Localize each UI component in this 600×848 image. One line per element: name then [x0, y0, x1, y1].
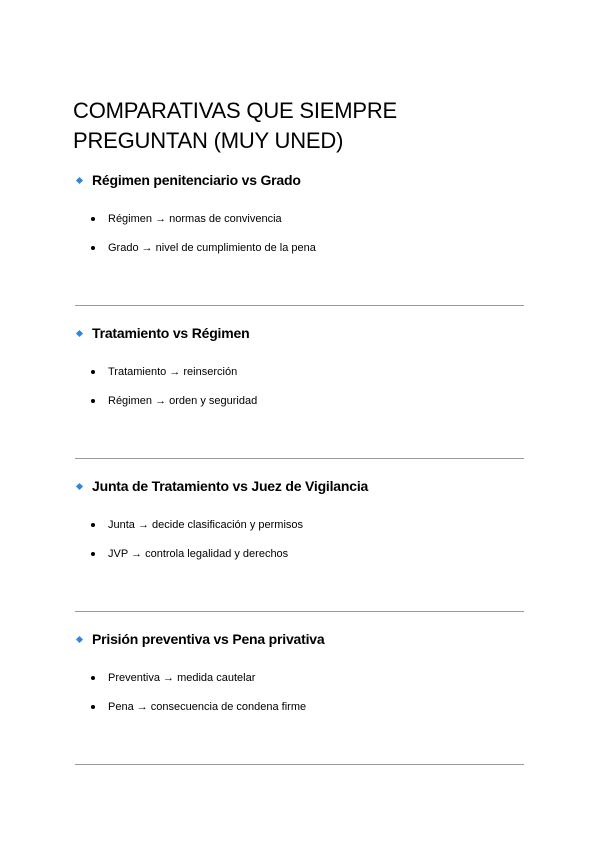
section-heading-text: Tratamiento vs Régimen: [92, 325, 250, 341]
bullet-dot-icon: [91, 370, 95, 374]
list-item: [91, 365, 237, 379]
list-item-text: Junta → decide clasificación y permisos: [108, 519, 304, 531]
section-heading: [77, 477, 368, 495]
section-heading-text: Régimen penitenciario vs Grado: [92, 172, 301, 188]
section-heading: [77, 630, 324, 648]
bullet-dot-icon: [91, 399, 95, 403]
list-item: [91, 671, 255, 685]
section-heading: [77, 324, 249, 342]
list-item: [91, 547, 288, 561]
list-item: [91, 394, 257, 408]
bullet-dot-icon: [91, 523, 95, 527]
list-item-text: Grado → nivel de cumplimiento de la pena: [108, 242, 316, 254]
section-divider: [75, 305, 524, 306]
list-item-text: Tratamiento → reinserción: [108, 366, 238, 378]
section-heading-text: Prisión preventiva vs Pena privativa: [92, 631, 325, 647]
section-divider: [75, 764, 524, 765]
list-item: [91, 212, 282, 226]
bullet-dot-icon: [91, 246, 95, 250]
list-item-text: Régimen → normas de convivencia: [108, 213, 282, 225]
section-divider: [75, 611, 524, 612]
list-item-text: Pena → consecuencia de condena firme: [108, 701, 307, 713]
list-item: [91, 241, 316, 255]
list-item: [91, 518, 303, 532]
bullet-dot-icon: [91, 552, 95, 556]
page-title: COMPARATIVAS QUE SIEMPRE PREGUNTAN (MUY UNED): [73, 98, 398, 153]
bullet-dot-icon: [91, 217, 95, 221]
bullet-dot-icon: [91, 676, 95, 680]
list-item-text: JVP → controla legalidad y derechos: [108, 548, 289, 560]
diamond-icon: [76, 176, 83, 183]
list-item: [91, 700, 306, 714]
bullet-dot-icon: [91, 705, 95, 709]
diamond-icon: [76, 329, 83, 336]
section-heading: [77, 171, 301, 189]
diamond-icon: [76, 635, 83, 642]
section-divider: [75, 458, 524, 459]
list-item-text: Régimen → orden y seguridad: [108, 395, 258, 407]
diamond-icon: [76, 482, 83, 489]
list-item-text: Preventiva → medida cautelar: [108, 672, 256, 684]
section-heading-text: Junta de Tratamiento vs Juez de Vigilancia: [92, 478, 369, 494]
